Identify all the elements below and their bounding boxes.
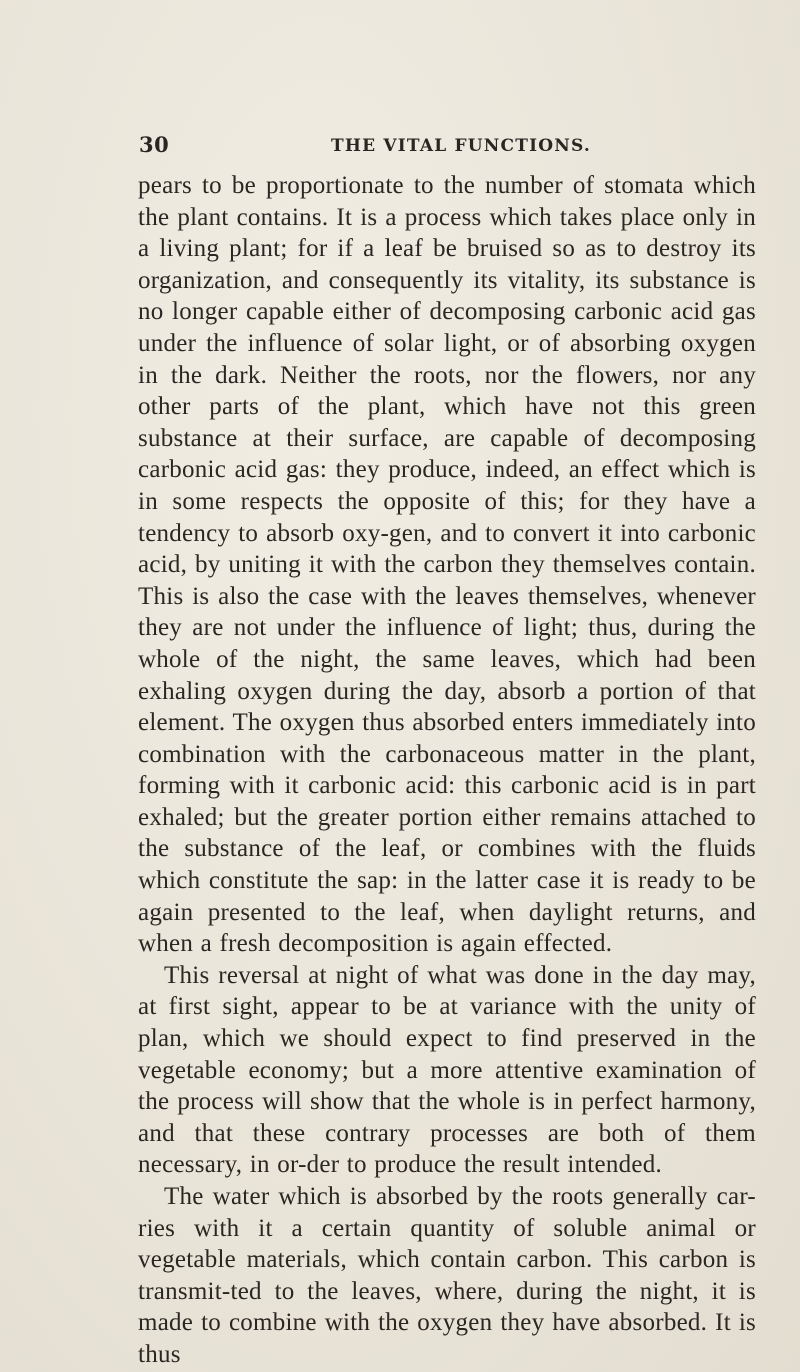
running-title: THE VITAL FUNCTIONS. (331, 136, 592, 156)
paragraph-2: This reversal at night of what was done in the day may, at first sight, appear to be at variance with the unity of plan, which we should expect to find preserved in the vegetable economy; but a more attentive examination of the process will show that the whole is in perfect harmony, and that these contrary processes are both of them necessary, in or-der to produce the result intended. (138, 961, 756, 1179)
page-number: 30 (139, 132, 170, 157)
paragraph-1: pears to be proportionate to the number of stomata which the plant contains. It is a process which takes place only in a living plant; for if a leaf be bruised so as to destroy its organization, and consequently its vitality, its substance is no longer capable either of decomposing carbonic acid gas under the influence of solar light, or of absorbing oxygen in the dark. Neither the roots, nor the flowers, nor any other parts of the plant, which have not this green substance at their surface, are capable of decomposing carbonic acid gas: they produce, indeed, an effect which is in some respects the opposite of this; for they have a tendency to absorb oxy-gen, and to convert it into carbonic acid, by uniting it with the carbon they themselves contain. This is also the case with the leaves themselves, whenever they are not under the influence of light; thus, during the whole of the night, the same leaves, which had been exhaling oxygen during the day, absorb a portion of that element. The oxygen thus absorbed enters immediately into combination with the carbonaceous matter in the plant, forming with it carbonic acid: this carbonic acid is in part exhaled; but the greater portion either remains attached to the substance of the leaf, or combines with the fluids which constitute the sap: in the latter case it is ready to be again presented to the leaf, when daylight returns, and when a fresh decomposition is again effected. (138, 172, 756, 958)
body-text (138, 170, 756, 1371)
running-head (125, 132, 685, 162)
paragraph-3: The water which is absorbed by the roots generally car-ries with it a certain quantity of soluble animal or vegetable materials, which contain carbon. This carbon is transmit-ted to the leaves, where, during the night, it is made to combine with the oxygen they have absorbed. It is thus (138, 1183, 756, 1368)
